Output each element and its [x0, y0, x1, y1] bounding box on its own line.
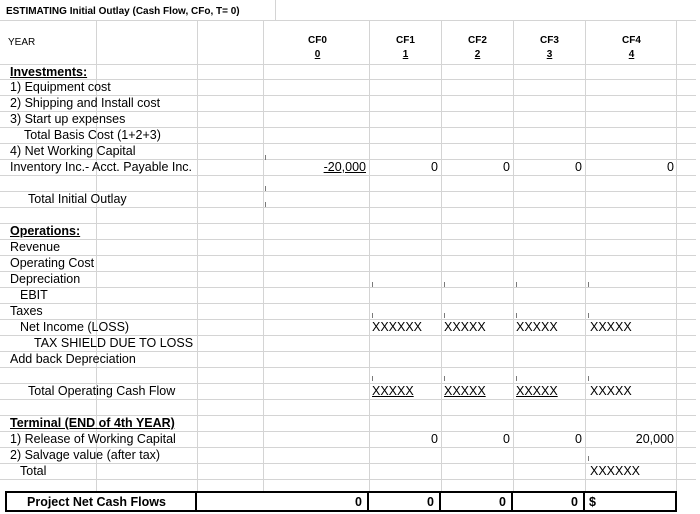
grid-line	[0, 64, 696, 65]
cell-marker	[444, 282, 445, 287]
footer-cf0: 0	[355, 495, 362, 509]
grid-line	[0, 207, 696, 208]
grid-line	[0, 271, 696, 272]
inventory-label: Inventory Inc.- Acct. Payable Inc.	[10, 160, 193, 174]
col-year-cf4: 4	[628, 49, 635, 60]
terminal-total-cf4: XXXXXX	[590, 464, 641, 478]
inventory-cf0: -20,000	[323, 160, 366, 174]
year-label: YEAR	[8, 37, 36, 48]
grid-line	[676, 20, 677, 492]
release-wc-label: 1) Release of Working Capital	[10, 432, 176, 446]
grid-line	[0, 303, 696, 304]
net-income-cf4: XXXXX	[590, 320, 632, 334]
col-year-cf1: 1	[402, 49, 409, 60]
grid-line	[369, 20, 370, 492]
release-wc-cf3: 0	[575, 432, 582, 446]
terminal-total-label: Total	[20, 464, 47, 478]
add-back-depreciation-label: Add back Depreciation	[10, 352, 136, 366]
net-income-cf2: XXXXX	[444, 320, 486, 334]
grid-line	[513, 20, 514, 492]
col-header-cf1: CF1	[396, 35, 415, 46]
footer-cf4-cell	[583, 491, 677, 512]
startup-expenses-label: 3) Start up expenses	[10, 112, 126, 126]
equipment-cost-label: 1) Equipment cost	[10, 80, 111, 94]
total-ocf-cf1: XXXXX	[372, 384, 414, 398]
cell-marker	[265, 202, 266, 207]
cell-marker	[372, 313, 373, 318]
total-ocf-cf2: XXXXX	[444, 384, 486, 398]
cell-marker	[444, 376, 445, 381]
inventory-cf4: 0	[667, 160, 674, 174]
grid-line	[263, 20, 264, 492]
cell-marker	[588, 282, 589, 287]
grid-line	[0, 399, 696, 400]
grid-line	[0, 175, 696, 176]
total-basis-label: Total Basis Cost (1+2+3)	[24, 128, 161, 142]
sheet-title: ESTIMATING Initial Outlay (Cash Flow, CFo, T= 0)	[6, 6, 240, 17]
release-wc-cf4: 20,000	[635, 432, 674, 446]
col-header-cf3: CF3	[540, 35, 559, 46]
footer-cf1: 0	[427, 495, 434, 509]
cell-marker	[588, 313, 589, 318]
nwc-label: 4) Net Working Capital	[10, 144, 136, 158]
col-header-cf0: CF0	[308, 35, 327, 46]
net-income-cf1: XXXXXX	[372, 320, 423, 334]
col-year-cf3: 3	[546, 49, 553, 60]
project-net-cash-flows-row	[5, 491, 675, 511]
tax-shield-label: TAX SHIELD DUE TO LOSS	[34, 336, 194, 350]
cell-marker	[516, 313, 517, 318]
col-year-cf2: 2	[474, 49, 481, 60]
grid-line	[0, 239, 696, 240]
release-wc-cf1: 0	[431, 432, 438, 446]
ebit-label: EBIT	[20, 288, 48, 302]
col-year-cf0: 0	[314, 49, 321, 60]
operating-cost-label: Operating Cost	[10, 256, 95, 270]
total-ocf-cf4: XXXXX	[590, 384, 632, 398]
cell-marker	[265, 155, 266, 160]
total-ocf-cf3: XXXXX	[516, 384, 558, 398]
grid-line	[441, 20, 442, 492]
footer-cf3: 0	[571, 495, 578, 509]
inventory-cf3: 0	[575, 160, 582, 174]
col-header-cf4: CF4	[622, 35, 641, 46]
release-wc-cf2: 0	[503, 432, 510, 446]
footer-cf2: 0	[499, 495, 506, 509]
total-ocf-label: Total Operating Cash Flow	[28, 384, 176, 398]
net-income-cf3: XXXXX	[516, 320, 558, 334]
grid-line	[197, 20, 198, 492]
grid-line	[0, 367, 696, 368]
cell-marker	[588, 456, 589, 461]
inventory-cf2: 0	[503, 160, 510, 174]
grid-line	[0, 287, 696, 288]
cell-marker	[516, 376, 517, 381]
cell-marker	[265, 186, 266, 191]
operations-heading: Operations:	[10, 224, 81, 238]
net-income-label: Net Income (LOSS)	[20, 320, 130, 334]
col-header-cf2: CF2	[468, 35, 487, 46]
cell-marker	[516, 282, 517, 287]
grid-line	[585, 20, 586, 492]
investments-heading: Investments:	[10, 65, 88, 79]
grid-line	[0, 255, 696, 256]
cell-marker	[372, 376, 373, 381]
shipping-cost-label: 2) Shipping and Install cost	[10, 96, 161, 110]
salvage-value-label: 2) Salvage value (after tax)	[10, 448, 161, 462]
inventory-cf1: 0	[431, 160, 438, 174]
total-initial-outlay-label: Total Initial Outlay	[28, 192, 127, 206]
depreciation-label: Depreciation	[10, 272, 81, 286]
terminal-heading: Terminal (END of 4th YEAR)	[10, 416, 175, 430]
project-net-cash-flows-label: Project Net Cash Flows	[27, 495, 166, 509]
cell-marker	[444, 313, 445, 318]
cell-marker	[588, 376, 589, 381]
taxes-label: Taxes	[10, 304, 43, 318]
revenue-label: Revenue	[10, 240, 61, 254]
grid-line	[0, 479, 696, 480]
grid-line	[0, 223, 696, 224]
footer-cf4-prefix: $	[589, 495, 596, 509]
cell-marker	[372, 282, 373, 287]
